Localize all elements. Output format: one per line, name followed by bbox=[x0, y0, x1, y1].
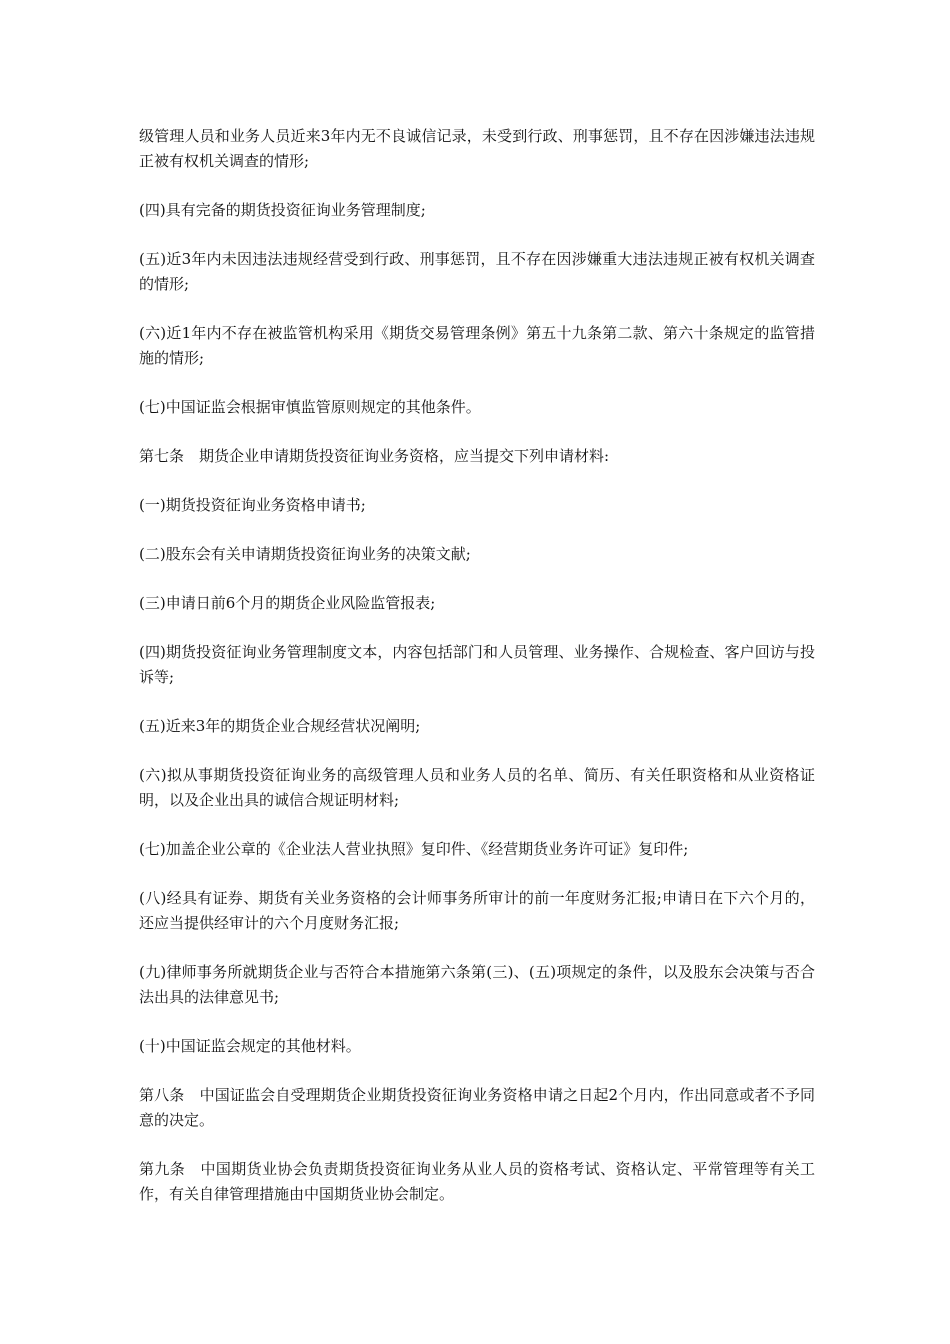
article-7-item-6: (六)拟从事期货投资征询业务的高级管理人员和业务人员的名单、简历、有关任职资格和从业资格证明，以及企业出具的诚信合规证明材料; bbox=[139, 766, 815, 809]
article-7-item-3: (三)申请日前6个月的期货企业风险监管报表; bbox=[139, 594, 436, 612]
paragraph-item-7: (七)中国证监会根据审慎监管原则规定的其他条件。 bbox=[139, 398, 481, 416]
article-8: 第八条 中国证监会自受理期货企业期货投资征询业务资格申请之日起2个月内，作出同意或者不予同意的决定。 bbox=[139, 1086, 815, 1129]
article-7-item-9: (九)律师事务所就期货企业与否符合本措施第六条第(三)、(五)项规定的条件，以及股东会决策与否合法出具的法律意见书; bbox=[139, 963, 815, 1006]
article-7-item-1: (一)期货投资征询业务资格申请书; bbox=[139, 496, 366, 514]
article-7-item-4: (四)期货投资征询业务管理制度文本，内容包括部门和人员管理、业务操作、合规检查、客户回访与投诉等; bbox=[139, 643, 815, 686]
paragraph-item-4: (四)具有完备的期货投资征询业务管理制度; bbox=[139, 201, 426, 219]
article-7-item-8: (八)经具有证券、期货有关业务资格的会计师事务所审计的前一年度财务汇报;申请日在下六个月的，还应当提供经审计的六个月度财务汇报; bbox=[139, 889, 815, 932]
document-body bbox=[139, 124, 815, 1231]
paragraph-continuation: 级管理人员和业务人员近来3年内无不良诚信记录，未受到行政、刑事惩罚，且不存在因涉嫌违法违规正被有权机关调查的情形; bbox=[139, 127, 815, 170]
article-7: 第七条 期货企业申请期货投资征询业务资格，应当提交下列申请材料: bbox=[139, 447, 610, 465]
article-9: 第九条 中国期货业协会负责期货投资征询业务从业人员的资格考试、资格认定、平常管理等有关工作，有关自律管理措施由中国期货业协会制定。 bbox=[139, 1160, 815, 1203]
article-7-item-2: (二)股东会有关申请期货投资征询业务的决策文献; bbox=[139, 545, 471, 563]
paragraph-item-6: (六)近1年内不存在被监管机构采用《期货交易管理条例》第五十九条第二款、第六十条规定的监管措施的情形; bbox=[139, 324, 815, 367]
article-7-item-5: (五)近来3年的期货企业合规经营状况阐明; bbox=[139, 717, 421, 735]
paragraph-item-5: (五)近3年内未因违法违规经营受到行政、刑事惩罚，且不存在因涉嫌重大违法违规正被有权机关调查的情形; bbox=[139, 250, 815, 293]
article-7-item-7: (七)加盖企业公章的《企业法人营业执照》复印件、《经营期货业务许可证》复印件; bbox=[139, 840, 689, 858]
article-7-item-10: (十)中国证监会规定的其他材料。 bbox=[139, 1037, 361, 1055]
